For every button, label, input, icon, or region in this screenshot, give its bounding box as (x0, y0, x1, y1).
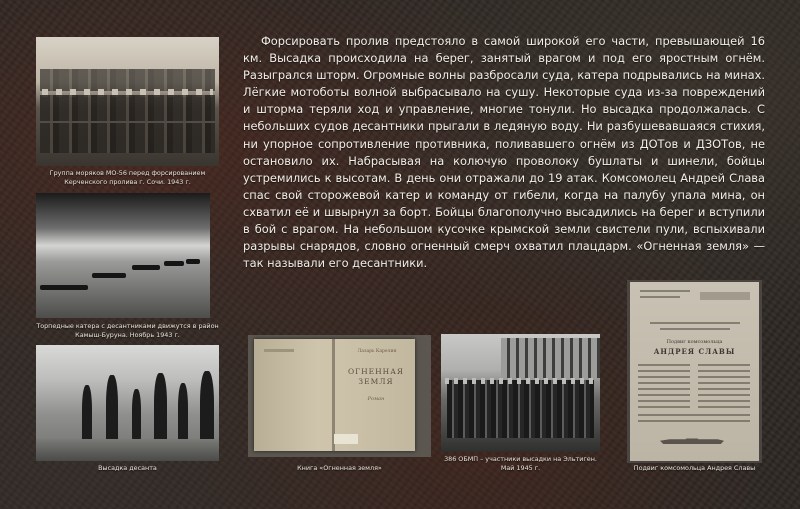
book-cover-subtitle: Роман (367, 396, 385, 402)
book-author: Лазарь Карелин (357, 349, 397, 354)
torpedo-boats-photo (36, 193, 210, 318)
document-heading: Подвиг комсомольца АНДРЕЯ СЛАВЫ (653, 339, 736, 356)
group-photo-caption: 386 ОБМП – участники высадки на Эльтиген. Май 1945 г. (444, 455, 597, 472)
book-photo (248, 335, 431, 457)
sailors-group-photo (36, 37, 219, 166)
landing-photo (36, 345, 219, 461)
document-photo-caption: Подвиг комсомольца Андрея Славы (633, 464, 756, 472)
boats-photo-caption: Торпедные катера с десантниками движутся в район Камыш-Буруна. Ноябрь 1943 г. (36, 322, 219, 339)
book-photo-caption: Книга «Огненная земля» (297, 464, 382, 472)
group-photo (441, 334, 600, 452)
sailors-photo-caption: Группа моряков МО-56 перед форсированием Керченского пролива г. Сочи. 1943 г. (49, 169, 206, 186)
main-text: Форсировать пролив предстояло в самой широкой его части, превышающей 16 км. Высадка происходила на берег, занятый врагом и под его яростным огнём. Разыгрался шторм. Огромные волны разбросали суда, катера подрывались на минах. Лёгкие мотоботы волной выбрасывало на сушу. Некоторые суда из-за повреждений и шторма теряли ход и управление, многие тонули. Но высадка продолжалась. С небольших судов десантники прыгали в ледяную воду. Ни разбушевавшаяся стихия, ни упорное сопротивление противника, поливавшего огнём из ДОТов и ДЗОТов, не остановило их. Набрасывая на колючую проволоку бушлаты и шинели, бойцы устремились к высотам. В день они отражали до 19 атак. Комсомолец Андрей Слава спас свой сторожевой катер и команду от гибели, когда на палубу упала мина, он схватил её и швырнул за борт. Бойцы благополучно высадились на берег и вступили в бой с врагом. На небольшом кусочке крымской земли свистели пули, вспыхивали разрывы снарядов, словно огненный смерч охватил плацдарм. «Огненная земля» — так называли его десантники. (243, 34, 765, 271)
book-cover-title: ОГНЕННАЯ ЗЕМЛЯ (348, 367, 404, 386)
document-photo (627, 280, 762, 463)
landing-photo-caption: Высадка десанта (98, 464, 157, 472)
